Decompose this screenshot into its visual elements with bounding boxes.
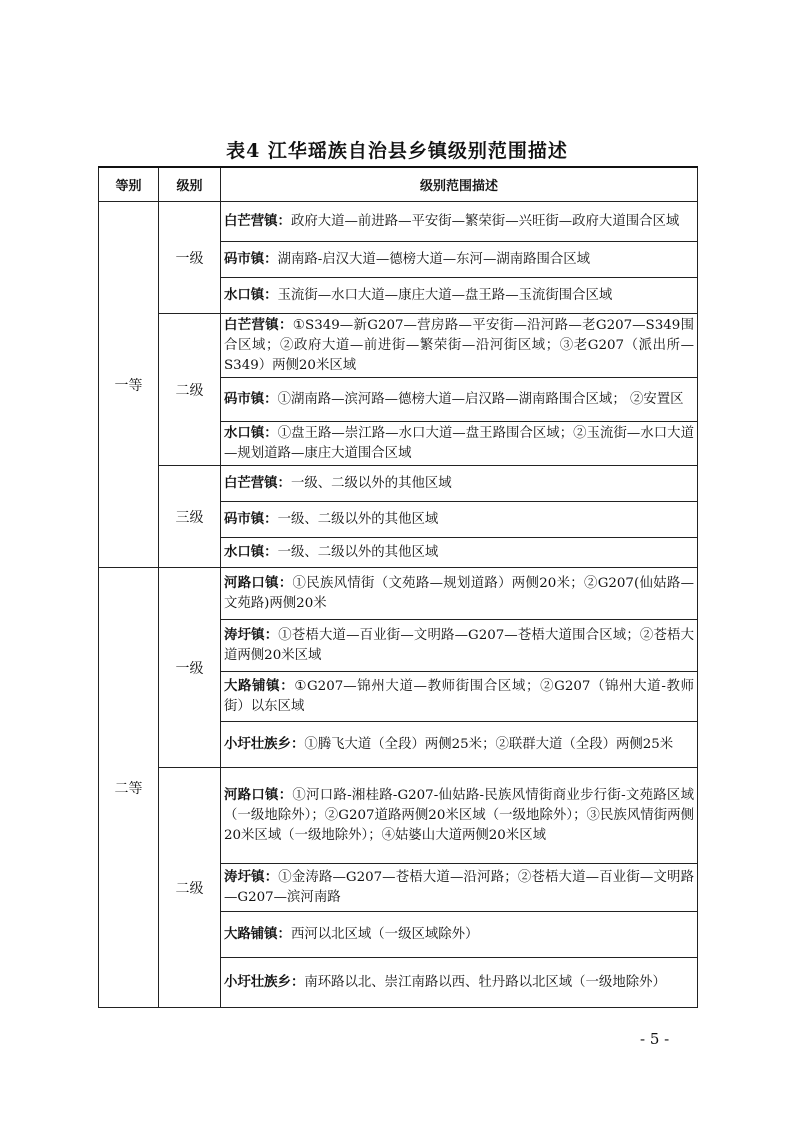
range-text: ①苍梧大道—百业街—文明路—G207—苍梧大道围合区域；②苍梧大道两侧20米区域 [224, 628, 694, 663]
range-text: ①湖南路—滨河路—德榜大道—启汉路—湖南路围合区域； ②安置区 [277, 392, 684, 407]
town-name: 白芒营镇： [224, 213, 291, 229]
table-row [99, 568, 698, 620]
town-name: 河路口镇： [224, 787, 293, 803]
level-range-table [98, 166, 698, 1008]
range-text: 政府大道—前进路—平安街—繁荣街—兴旺街—政府大道围合区域 [290, 214, 680, 229]
header-desc: 级别范围描述 [221, 167, 698, 202]
desc-cell [221, 672, 698, 722]
header-grade: 等别 [99, 167, 159, 202]
level-cell-2-1: 一级 [159, 568, 221, 768]
page-number: - 5 - [640, 1030, 670, 1048]
desc-cell [221, 912, 698, 958]
town-name: 大路铺镇： [224, 678, 295, 694]
desc-cell [221, 768, 698, 864]
desc-cell [221, 202, 698, 242]
range-text: ①金涛路—G207—苍梧大道—沿河路；②苍梧大道—百业街—文明路—G207—滨河南路 [224, 870, 694, 905]
town-name: 涛圩镇： [224, 627, 279, 643]
level-cell-1-1: 一级 [159, 202, 221, 314]
desc-cell [221, 620, 698, 672]
table-title: 表4 江华瑶族自治县乡镇级别范围描述 [226, 140, 568, 162]
desc-cell [221, 568, 698, 620]
town-name: 白芒营镇： [224, 475, 291, 491]
range-text: ①民族风情街（文苑路—规划道路）两侧20米；②G207(仙姑路—文苑路)两侧20米 [224, 576, 694, 611]
town-name: 码市镇： [224, 251, 278, 267]
table-row [99, 202, 698, 242]
header-level: 级别 [159, 167, 221, 202]
desc-cell [221, 722, 698, 768]
desc-cell [221, 502, 698, 538]
town-name: 水口镇： [224, 544, 278, 560]
grade-cell-1: 一等 [99, 202, 159, 568]
town-name: 码市镇： [224, 511, 278, 527]
level-cell-2-2: 二级 [159, 768, 221, 1008]
range-text: ①盘王路—崇江路—水口大道—盘王路围合区域；②玉流街—水口大道—规划道路—康庄大道围合区域 [224, 426, 694, 461]
desc-cell [221, 278, 698, 314]
range-text: ①S349—新G207—营房路—平安街—沿河路—老G207—S349围合区域；②政府大道—前进街—繁荣街—沿河街区域；③老G207（派出所—S349）两侧20米区域 [224, 318, 694, 373]
range-text: 南环路以北、崇江南路以西、牡丹路以北区域（一级地除外） [304, 975, 666, 990]
table-row [99, 466, 698, 502]
range-text: 湖南路-启汉大道—德榜大道—东河—湖南路围合区域 [277, 252, 591, 267]
town-name: 小圩壮族乡： [224, 736, 305, 752]
town-name: 小圩壮族乡： [224, 974, 305, 990]
desc-cell [221, 378, 698, 422]
town-name: 码市镇： [224, 391, 278, 407]
range-text: 一级、二级以外的其他区域 [277, 512, 439, 527]
desc-cell [221, 314, 698, 378]
desc-cell [221, 958, 698, 1008]
range-text: ①G207—锦州大道—教师街围合区域；②G207（锦州大道-教师街）以东区域 [224, 679, 695, 714]
desc-cell [221, 242, 698, 278]
desc-cell [221, 538, 698, 568]
range-text: 西河以北区域（一级区域除外） [290, 927, 479, 942]
range-text: 一级、二级以外的其他区域 [290, 476, 452, 491]
town-name: 河路口镇： [224, 575, 293, 591]
town-name: 水口镇： [224, 425, 278, 441]
level-cell-1-3: 三级 [159, 466, 221, 568]
town-name: 涛圩镇： [224, 869, 279, 885]
town-name: 大路铺镇： [224, 926, 291, 942]
town-name: 水口镇： [224, 287, 278, 303]
desc-cell [221, 422, 698, 466]
town-name: 白芒营镇： [224, 317, 293, 333]
table-row [99, 768, 698, 864]
desc-cell [221, 466, 698, 502]
desc-cell [221, 864, 698, 912]
range-text: ①腾飞大道（全段）两侧25米；②联群大道（全段）两侧25米 [304, 737, 674, 752]
range-text: ①河口路-湘桂路-G207-仙姑路-民族风情街商业步行街-文苑路区域（一级地除外）；②G207道路两侧20米区域（一级地除外）；③民族风情街两侧20米区域（一级地除外）；④姑婆山大道两侧20米区域 [224, 788, 695, 843]
grade-cell-2: 二等 [99, 568, 159, 1008]
range-text: 玉流街—水口大道—康庄大道—盘王路—玉流街围合区域 [277, 288, 613, 303]
table-row [99, 314, 698, 378]
level-cell-1-2: 二级 [159, 314, 221, 466]
table-header-row [99, 167, 698, 202]
range-text: 一级、二级以外的其他区域 [277, 545, 439, 560]
